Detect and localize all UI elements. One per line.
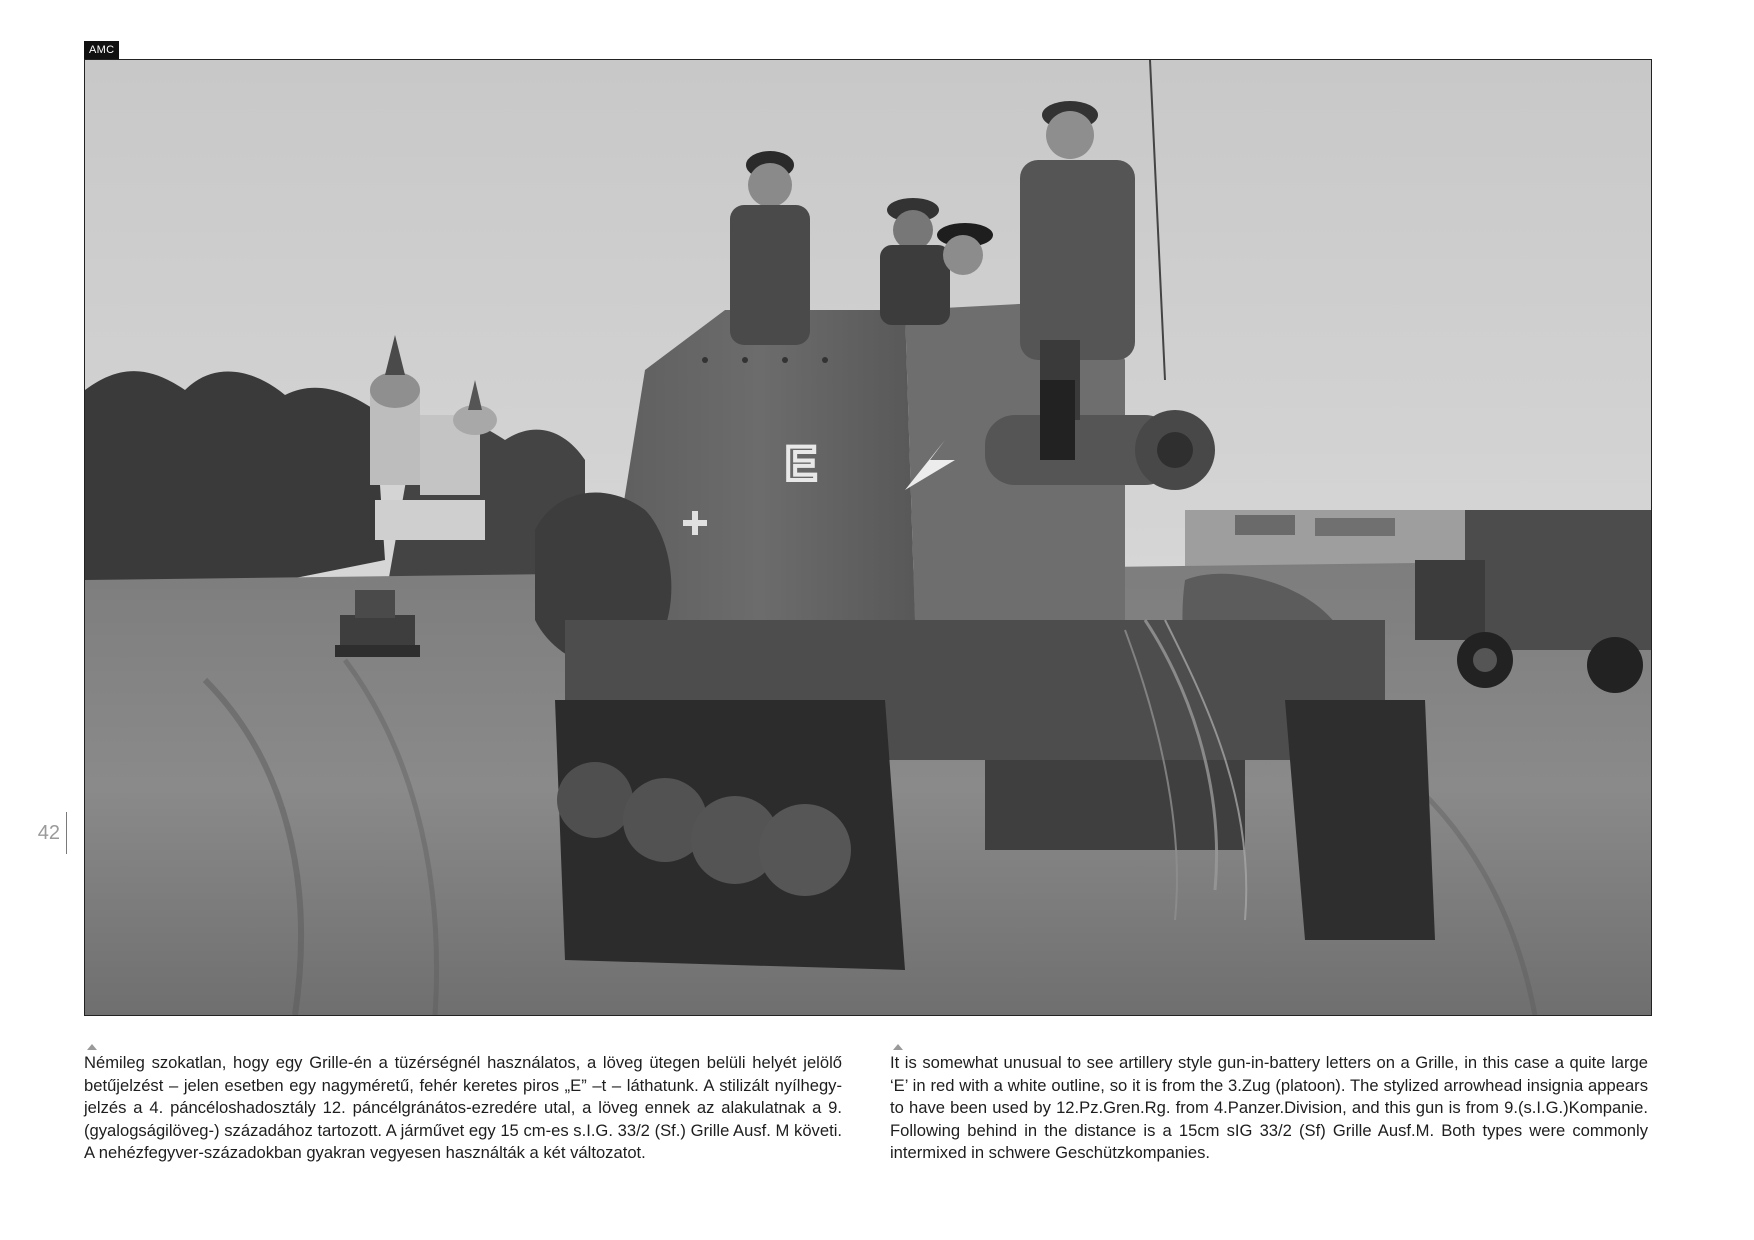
photo-illustration bbox=[85, 60, 1651, 1015]
page-number: 42 bbox=[37, 822, 60, 844]
caption-hungarian-text: Némileg szokatlan, hogy egy Grille-én a tüzérségnél használatos, a löveg ütegen belüli helyét jelölő betűjelzést – jelen esetben egy nagyméretű, fehér keretes piros „E” –t – láthatunk. A stilizált nyílhegy-jelzés a 4. páncéloshadosztály 12. páncélgránátos-ezredére utal, a löveg ennek az alakulatnak a 9. (gyalogságilöveg-) századához tartozott. A járművet egy 15 cm-es s.I.G. 33/2 (Sf.) Grille Ausf. M követi. A nehézfegyver-századokban gyakran vegyesen használták a két változatot. bbox=[84, 1053, 842, 1163]
page-number-rule bbox=[66, 812, 67, 854]
main-photograph bbox=[84, 59, 1652, 1016]
caption-english-text: It is somewhat unusual to see artillery style gun-in-battery letters on a Grille, in this case a quite large ‘E’ in red with a white outline, so it is from the 3.Zug (platoon). The stylized arrowhead insignia appears to have been used by 12.Pz.Gren.Rg. from 4.Panzer.Division, and this gun is from 9.(s.I.G.)Kompanie. Following behind in the distance is a 15cm sIG 33/2 (Sf) Grille Ausf.M. Both types were commonly intermixed in schwere Geschützkompanies. bbox=[890, 1053, 1648, 1163]
farm-building bbox=[1315, 518, 1395, 536]
caption-hungarian bbox=[84, 1044, 842, 1165]
caption-english bbox=[890, 1044, 1648, 1165]
farm-building bbox=[1235, 515, 1295, 535]
gun-letter-marking: E bbox=[785, 438, 818, 491]
publisher-tag: AMC bbox=[84, 41, 119, 59]
